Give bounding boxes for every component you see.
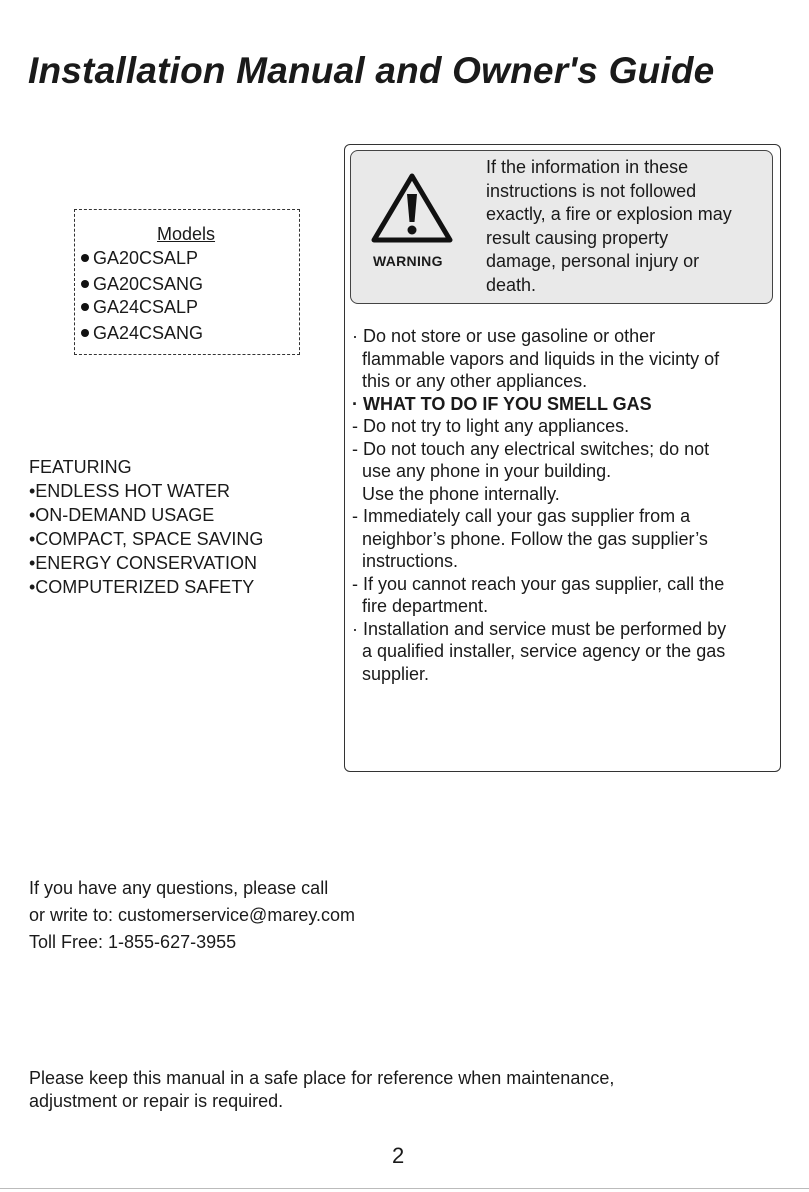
instruction-line: this or any other appliances. xyxy=(352,371,588,391)
instruction-line: supplier. xyxy=(352,663,430,684)
warning-triangle-icon xyxy=(370,172,454,244)
instruction-line: use any phone in your building. xyxy=(352,461,612,481)
model-item xyxy=(81,248,198,269)
warning-label: WARNING xyxy=(373,253,443,269)
bullet-icon xyxy=(81,280,89,288)
contact-info xyxy=(29,875,355,956)
feature-item: •ENDLESS HOT WATER xyxy=(29,481,230,501)
instruction-line: - Immediately call your gas supplier from a xyxy=(352,506,691,526)
models-box xyxy=(74,209,300,355)
instruction-line: Use the phone internally. xyxy=(352,483,560,504)
bullet-icon xyxy=(81,329,89,337)
warning-line: damage, personal injury or xyxy=(486,251,700,271)
bottom-divider xyxy=(0,1188,809,1189)
warning-line: exactly, a fire or explosion may xyxy=(486,204,732,224)
instruction-line: · Do not store or use gasoline or other xyxy=(352,326,656,346)
instruction-line: - Do not touch any electrical switches; do not xyxy=(352,438,710,459)
instruction-line: · Installation and service must be performed by xyxy=(352,618,727,639)
model-label: GA24CSANG xyxy=(93,323,204,343)
feature-item: •COMPUTERIZED SAFETY xyxy=(29,577,255,597)
instruction-line: - If you cannot reach your gas supplier, call the xyxy=(352,573,725,594)
models-heading: Models xyxy=(157,224,216,244)
note-line: adjustment or repair is required. xyxy=(29,1091,284,1111)
warning-line: instructions is not followed xyxy=(486,180,697,201)
feature-item: •COMPACT, SPACE SAVING xyxy=(29,529,264,549)
warning-line: death. xyxy=(486,274,537,295)
featuring-list xyxy=(29,455,263,599)
model-label: GA24CSALP xyxy=(93,297,199,317)
model-label: GA20CSANG xyxy=(93,274,204,294)
page-title: Installation Manual and Owner's Guide xyxy=(28,50,715,91)
warning-line: If the information in these xyxy=(486,157,689,177)
instruction-line: neighbor’s phone. Follow the gas supplier’s xyxy=(352,528,708,549)
contact-phone-line: Toll Free: 1-855-627-3955 xyxy=(29,932,237,952)
smell-gas-heading: · WHAT TO DO IF YOU SMELL GAS xyxy=(352,393,652,414)
instruction-line: instructions. xyxy=(352,551,459,571)
warning-text xyxy=(486,156,771,297)
instruction-line: - Do not try to light any appliances. xyxy=(352,416,630,436)
bullet-icon xyxy=(81,303,89,311)
bullet-icon xyxy=(81,254,89,262)
featuring-heading: FEATURING xyxy=(29,457,132,477)
instruction-line: fire department. xyxy=(352,596,489,616)
model-label: GA20CSALP xyxy=(93,248,199,268)
safety-instructions xyxy=(352,325,777,685)
contact-email-line: or write to: customerservice@marey.com xyxy=(29,905,356,925)
feature-item: •ON-DEMAND USAGE xyxy=(29,505,215,525)
keep-manual-note xyxy=(29,1067,614,1113)
note-line: Please keep this manual in a safe place for reference when maintenance, xyxy=(29,1068,615,1088)
warning-line: result causing property xyxy=(486,227,669,248)
page-number: 2 xyxy=(392,1143,405,1168)
model-item xyxy=(81,297,198,318)
model-item xyxy=(81,274,203,295)
model-item xyxy=(81,323,203,344)
feature-item: •ENERGY CONSERVATION xyxy=(29,553,258,573)
instruction-line: flammable vapors and liquids in the vicinty of xyxy=(352,348,720,369)
contact-line: If you have any questions, please call xyxy=(29,878,329,898)
instruction-line: a qualified installer, service agency or the gas xyxy=(352,641,726,661)
